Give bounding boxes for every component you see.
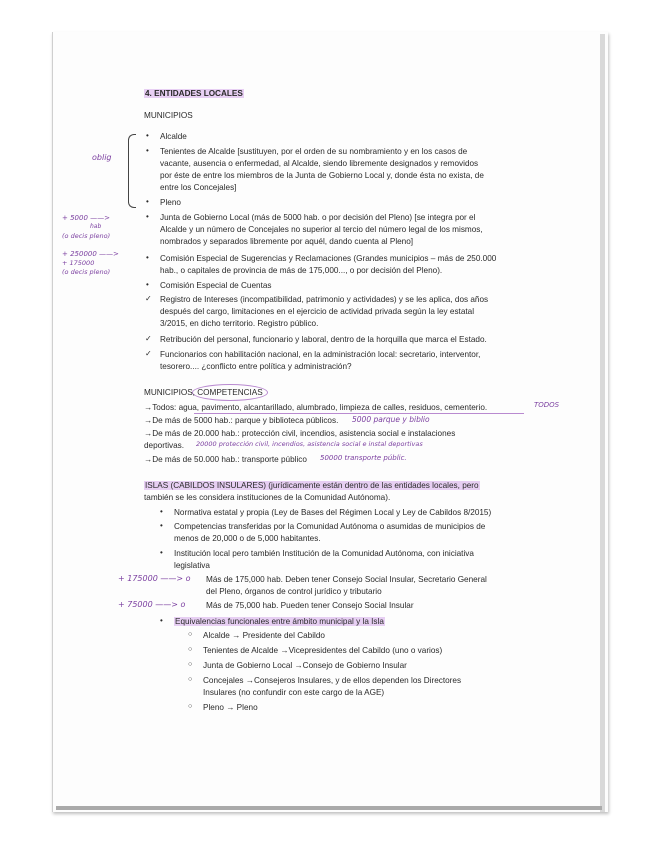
margin-note: hab: [90, 223, 102, 230]
equivalencia-item: Tenientes de Alcalde →Vicepresidentes del Cabildo (uno o varios): [203, 646, 443, 655]
competencia-note: 5000 parque y biblio: [352, 415, 430, 424]
margin-note: + 5000 ——>: [62, 214, 110, 222]
circle-bullet: ○: [188, 646, 193, 653]
todos-note: TODOS: [534, 401, 560, 409]
list-item: Junta de Gobierno Local (más de 5000 hab. o por decisión del Pleno) [se integra por el: [160, 213, 476, 222]
page-title: 4. ENTIDADES LOCALES: [145, 89, 243, 98]
paper-edge: [600, 34, 605, 812]
list-item: vacante, ausencia o enfermedad, al Alcalde, siendo libremente designados y removidos: [160, 159, 479, 168]
oblig-note: oblig: [92, 153, 112, 162]
margin-note: (o decis pleno): [62, 268, 111, 276]
margin-note: + 175000 ——> o: [118, 574, 191, 583]
check-mark: ✓: [145, 349, 152, 358]
bullet: •: [146, 280, 149, 289]
list-item: tesorero.... ¿conflicto entre política y administración?: [160, 362, 352, 371]
list-item: entre los Concejales]: [160, 183, 237, 192]
islas-sub-item: Más de 75,000 hab. Pueden tener Consejo Social Insular: [206, 601, 414, 610]
bullet: •: [146, 197, 149, 206]
check-mark: ✓: [145, 334, 152, 343]
islas-intro: ISLAS (CABILDOS INSULARES) (jurídicamente están dentro de las entidades locales, pero: [145, 481, 479, 490]
list-item: después del cargo, limitaciones en el ejercicio de actividad privada según la ley estatal: [160, 307, 475, 316]
list-item: Alcalde y un número de Concejales no superior al tercio del número legal de los mismos,: [160, 225, 483, 234]
list-item: Funcionarios con habilitación nacional, en la administración local: secretario, interventor,: [160, 350, 481, 359]
competencia-line: →Todos: agua, pavimento, alcantarillado, alumbrado, limpieza de calles, residuos, cementerio.: [144, 403, 488, 412]
list-item: Comisión Especial de Cuentas: [160, 281, 272, 290]
islas-item: menos de 20,000 o de 5,000 habitantes.: [174, 534, 321, 543]
islas-sub-item: del Pleno, órganos de control jurídico y tributario: [206, 587, 382, 596]
municipios-heading: MUNICIPIOS: [144, 111, 193, 120]
list-item: hab., o capitales de provincia de más de 175,000..., o por decisión del Pleno).: [160, 266, 443, 275]
equivalencia-item: Pleno → Pleno: [203, 703, 258, 712]
list-item: Tenientes de Alcalde [sustituyen, por el orden de su nombramiento y en los casos de: [160, 147, 468, 156]
equivalencia-item: Concejales →Consejeros Insulares, y de ellos dependen los Directores: [203, 676, 462, 685]
islas-item: Competencias transferidas por la Comunidad Autónoma o asumidas de municipios de: [174, 522, 486, 531]
competencia-line: →De más de 50.000 hab.: transporte público: [144, 455, 307, 464]
competencia-note: 20000 protección civil, incendios, asistencia social e instal deportivas: [196, 440, 423, 448]
competencias-heading: MUNICIPIOS, COMPETENCIAS: [144, 388, 263, 397]
bullet: •: [160, 548, 163, 557]
competencia-line: →De más de 20.000 hab.: protección civil, incendios, asistencia social e instalaciones: [144, 429, 456, 438]
list-item: Comisión Especial de Sugerencias y Reclamaciones (Grandes municipios – más de 250.000: [160, 254, 497, 263]
bullet: •: [146, 146, 149, 155]
bullet: •: [160, 616, 163, 625]
bullet: •: [160, 507, 163, 516]
list-item: Alcalde: [160, 132, 187, 141]
islas-item: Normativa estatal y propia (Ley de Bases del Régimen Local y Ley de Cabildos 8/2015): [174, 508, 492, 517]
paper-bottom-edge: [56, 806, 602, 810]
islas-intro: también se les considera instituciones de la Comunidad Autónoma).: [144, 493, 391, 502]
circle-bullet: ○: [188, 661, 193, 668]
islas-item: Institución local pero también Institución de la Comunidad Autónoma, con iniciativa: [174, 549, 474, 558]
list-item: nombrados y separados libremente por aquél, dando cuenta al Pleno]: [160, 237, 414, 246]
margin-note: (o decis pleno): [62, 232, 111, 240]
competencia-note: 50000 transporte públic.: [320, 454, 407, 462]
bullet: •: [160, 521, 163, 530]
underline-mark: [194, 413, 524, 414]
equivalencia-item: Junta de Gobierno Local →Consejo de Gobierno Insular: [203, 661, 407, 670]
bullet: •: [146, 131, 149, 140]
bullet: •: [146, 212, 149, 221]
circle-bullet: ○: [188, 676, 193, 683]
list-item: Registro de Intereses (incompatibilidad, patrimonio y actividades) y se les aplica, dos años: [160, 295, 489, 304]
list-item: por éste de entre los miembros de la Junta de Gobierno Local y, donde ésta no exista, de: [160, 171, 484, 180]
equivalencia-item: Insulares (no confundir con este cargo de la AGE): [203, 688, 385, 697]
competencia-line: deportivas.: [144, 441, 185, 450]
islas-sub-item: Más de 175,000 hab. Deben tener Consejo Social Insular, Secretario General: [206, 575, 487, 584]
check-mark: ✓: [145, 294, 152, 303]
circle-bullet: ○: [188, 703, 193, 710]
equivalencias-heading: Equivalencias funcionales entre ámbito municipal y la Isla: [175, 617, 384, 626]
islas-item: legislativa: [174, 561, 210, 570]
circle-bullet: ○: [188, 631, 193, 638]
margin-note: + 175000: [62, 259, 95, 267]
brace-mark: [128, 134, 136, 208]
list-item: Pleno: [160, 198, 181, 207]
competencia-line: →De más de 5000 hab.: parque y biblioteca públicos.: [144, 416, 339, 425]
margin-note: + 75000 ——> o: [118, 600, 186, 609]
bullet: •: [146, 253, 149, 262]
equivalencia-item: Alcalde → Presidente del Cabildo: [203, 631, 325, 640]
list-item: 3/2015, en dicho territorio. Registro público.: [160, 319, 319, 328]
list-item: Retribución del personal, funcionario y laboral, dentro de la horquilla que marca el Estado.: [160, 335, 487, 344]
margin-note: + 250000 ——>: [62, 250, 119, 258]
